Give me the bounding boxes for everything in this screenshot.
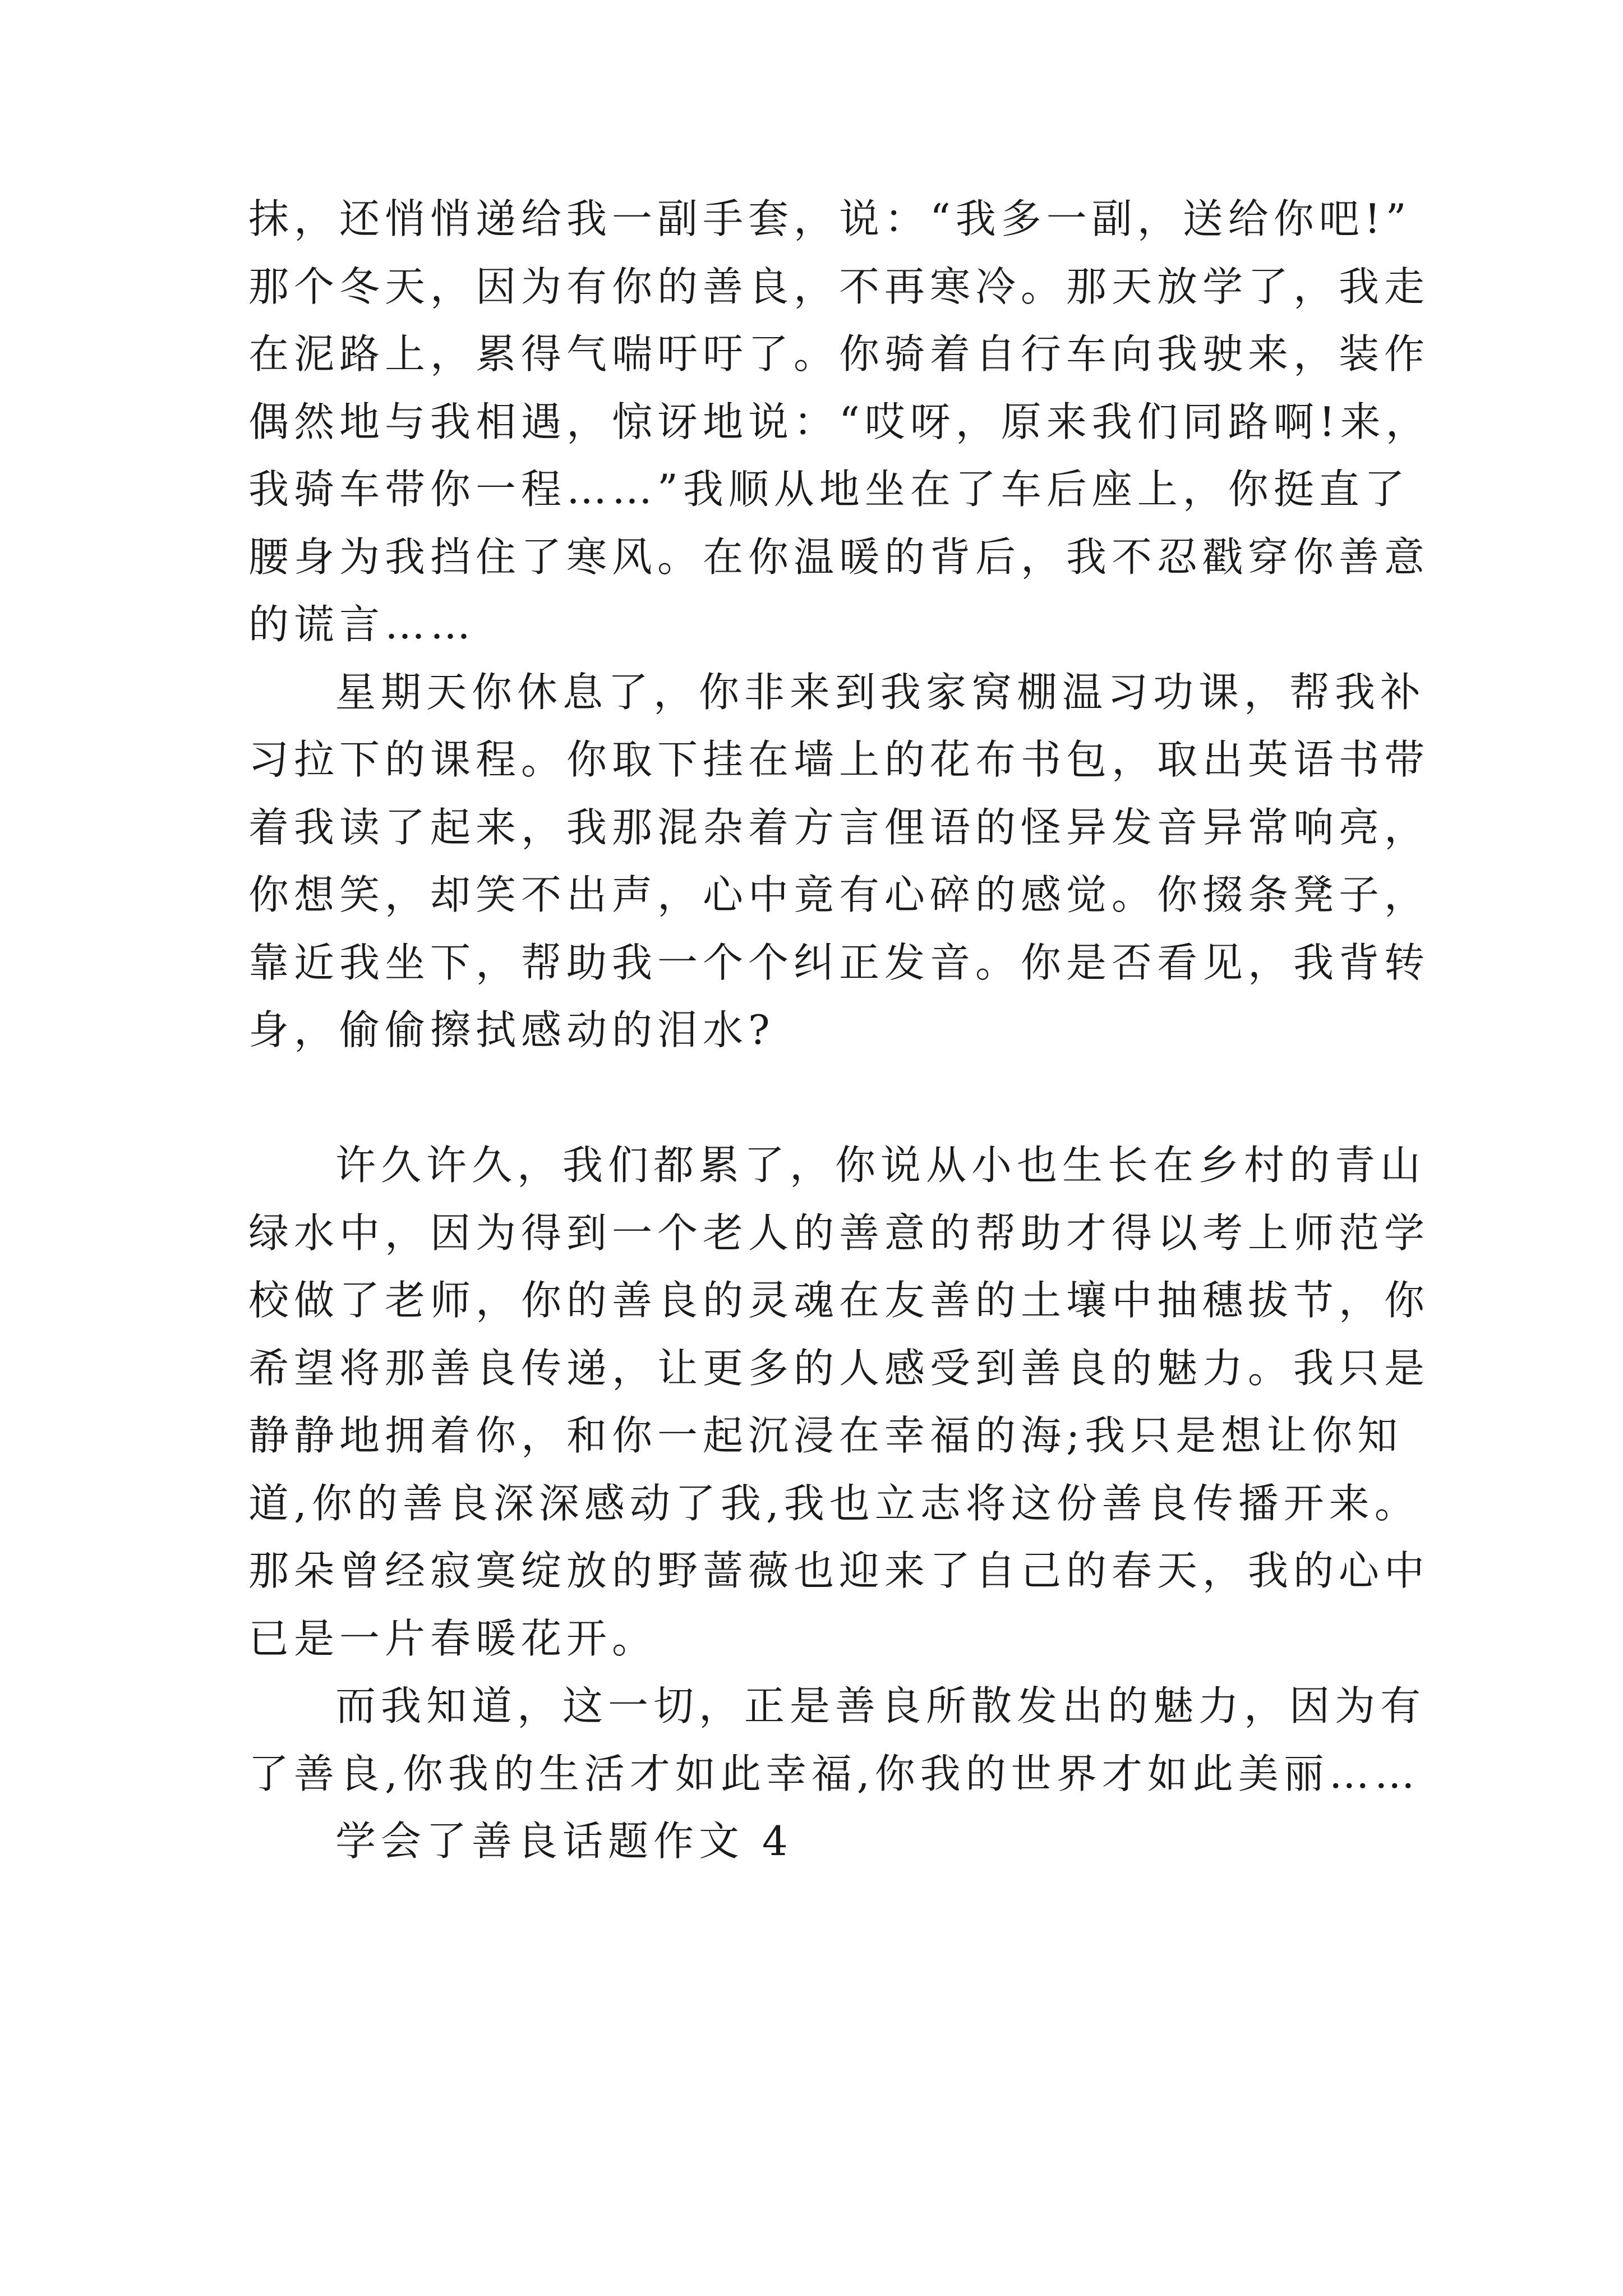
text-line: 在泥路上，累得气喘吁吁了。你骑着自行车向我驶来，装作: [248, 330, 1430, 378]
text-line: 那个冬天，因为有你的善良，不再寒冷。那天放学了，我走: [248, 263, 1430, 310]
text-line: 我骑车带你一程……”我顺从地坐在了车后座上，你挺直了: [248, 466, 1410, 513]
text-line: 校做了老师，你的善良的灵魂在友善的土壤中抽穗拔节，你: [248, 1277, 1430, 1324]
paragraph-2: [248, 659, 1430, 1132]
text-line: 抹，还悄悄递给我一副手套，说：“我多一副，送给你吧!”: [248, 195, 1412, 242]
text-line: 身，偷偷擦拭感动的泪水?: [248, 1006, 775, 1053]
text-line: 习拉下的课程。你取下挂在墙上的花布书包，取出英语书带: [248, 736, 1430, 783]
text-line: 绿水中，因为得到一个老人的善意的帮助才得以考上师范学: [248, 1209, 1430, 1257]
text-line: 星期天你休息了，你非来到我家窝棚温习功课，帮我补: [335, 668, 1426, 716]
heading-line: 学会了善良话题作文 4: [335, 1818, 793, 1865]
paragraph-3: [248, 1131, 1430, 1672]
section-heading: [248, 1807, 1381, 1875]
text-line: 那朵曾经寂寞绽放的野蔷薇也迎来了自己的春天，我的心中: [248, 1547, 1430, 1594]
paragraph-1: [248, 185, 1431, 659]
text-line: 了善良,你我的生活才如此幸福,你我的世界才如此美丽……: [248, 1750, 1420, 1797]
text-line: 道,你的善良深深感动了我,我也立志将这份善良传播开来。: [248, 1479, 1420, 1527]
document-body: [248, 185, 1431, 1875]
text-line: [248, 1064, 1381, 1132]
text-line: 你想笑，却笑不出声，心中竟有心碎的感觉。你掇条凳子，: [248, 871, 1430, 918]
text-line: 着我读了起来，我那混杂着方言俚语的怪异发音异常响亮，: [248, 803, 1430, 851]
text-line: 而我知道，这一切，正是善良所散发出的魅力，因为有: [335, 1682, 1426, 1729]
paragraph-4: [248, 1672, 1426, 1807]
text-line: 许久许久，我们都累了，你说从小也生长在乡村的青山: [335, 1142, 1426, 1189]
text-line: 腰身为我挡住了寒风。在你温暖的背后，我不忍戳穿你善意: [248, 533, 1430, 581]
text-line: 偶然地与我相遇，惊讶地说：“哎呀，原来我们同路啊!来，: [248, 398, 1431, 445]
text-line: 静静地拥着你，和你一起沉浸在幸福的海;我只是想让你知: [248, 1412, 1403, 1459]
text-line: 希望将那善良传递，让更多的人感受到善良的魅力。我只是: [248, 1344, 1430, 1392]
text-line: 靠近我坐下，帮助我一个个纠正发音。你是否看见，我背转: [248, 938, 1430, 986]
text-line: 的谎言……: [248, 601, 476, 648]
text-line: 已是一片春暖花开。: [248, 1614, 658, 1662]
